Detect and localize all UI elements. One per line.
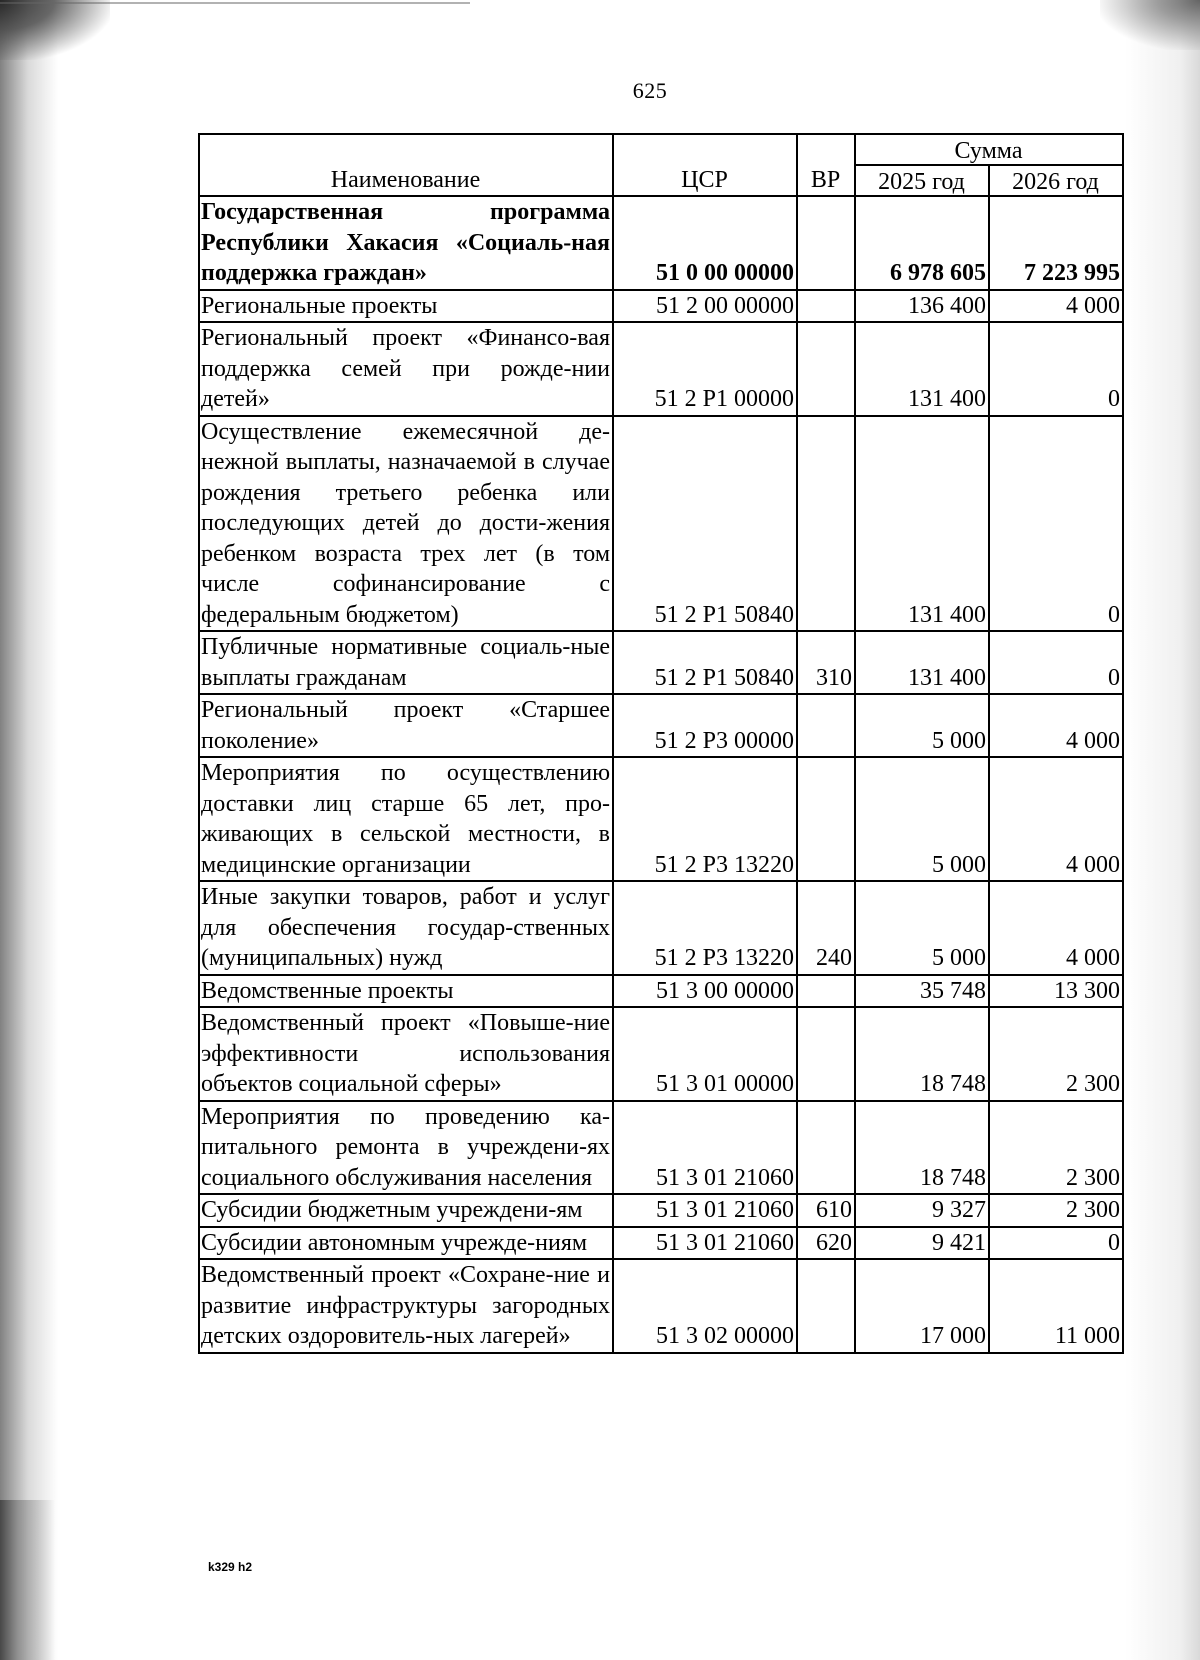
footer-code: k329 h2	[208, 1560, 253, 1574]
row-vr	[797, 416, 855, 632]
row-amount-2025: 131 400	[855, 322, 989, 416]
row-name: Региональные проекты	[199, 290, 613, 323]
row-amount-2025: 136 400	[855, 290, 989, 323]
row-vr: 240	[797, 881, 855, 975]
row-name: Ведомственный проект «Повыше-ние эффективности использования объектов социальной сферы»	[199, 1007, 613, 1101]
row-amount-2025: 18 748	[855, 1101, 989, 1195]
table-body	[199, 196, 1123, 1353]
row-amount-2026: 4 000	[989, 881, 1123, 975]
row-name: Публичные нормативные социаль-ные выплаты гражданам	[199, 631, 613, 694]
row-amount-2025: 17 000	[855, 1259, 989, 1353]
budget-table	[198, 133, 1124, 1354]
row-csr: 51 3 01 00000	[613, 1007, 797, 1101]
scan-shadow-right	[1120, 0, 1200, 1660]
row-name: Иные закупки товаров, работ и услуг для обеспечения государ-ственных (муниципальных) нужд	[199, 881, 613, 975]
row-name: Ведомственные проекты	[199, 975, 613, 1008]
row-amount-2025: 5 000	[855, 694, 989, 757]
row-name: Осуществление ежемесячной де-нежной выплаты, назначаемой в случае рождения третьего ребенка или последующих детей до дости-жения ребенком возраста трех лет (в том числе софинансирование с федеральным бюджетом)	[199, 416, 613, 632]
row-amount-2025: 131 400	[855, 416, 989, 632]
row-amount-2025: 9 327	[855, 1194, 989, 1227]
table-row	[199, 757, 1123, 881]
table-row	[199, 975, 1123, 1008]
page-number: 625	[632, 78, 668, 103]
row-vr	[797, 290, 855, 323]
table-row	[199, 290, 1123, 323]
row-amount-2026: 13 300	[989, 975, 1123, 1008]
row-amount-2026: 4 000	[989, 290, 1123, 323]
row-csr: 51 3 01 21060	[613, 1101, 797, 1195]
row-csr: 51 3 01 21060	[613, 1227, 797, 1260]
table-row	[199, 631, 1123, 694]
table-header	[199, 134, 1123, 196]
table-row	[199, 322, 1123, 416]
row-csr: 51 3 02 00000	[613, 1259, 797, 1353]
row-csr: 51 2 P1 50840	[613, 416, 797, 632]
row-amount-2026: 2 300	[989, 1194, 1123, 1227]
header-sum: Сумма	[855, 134, 1123, 165]
table-row	[199, 1227, 1123, 1260]
row-csr: 51 2 P3 13220	[613, 757, 797, 881]
header-name: Наименование	[199, 134, 613, 196]
row-amount-2025: 5 000	[855, 881, 989, 975]
row-amount-2025: 35 748	[855, 975, 989, 1008]
table-row	[199, 881, 1123, 975]
table-row	[199, 1259, 1123, 1353]
header-year-2026: 2026 год	[989, 165, 1123, 196]
table-row	[199, 1194, 1123, 1227]
table-row	[199, 1101, 1123, 1195]
row-amount-2026: 0	[989, 1227, 1123, 1260]
row-vr	[797, 1101, 855, 1195]
scan-shadow-left	[0, 0, 60, 1660]
row-amount-2025: 131 400	[855, 631, 989, 694]
row-name: Субсидии бюджетным учреждени-ям	[199, 1194, 613, 1227]
row-csr: 51 2 P3 00000	[613, 694, 797, 757]
row-vr	[797, 1259, 855, 1353]
row-name: Ведомственный проект «Сохране-ние и развитие инфраструктуры загородных детских оздоровитель-ных лагерей»	[199, 1259, 613, 1353]
table-row	[199, 196, 1123, 290]
row-amount-2026: 2 300	[989, 1101, 1123, 1195]
row-amount-2026: 0	[989, 631, 1123, 694]
row-amount-2025: 9 421	[855, 1227, 989, 1260]
scan-shadow-top-left	[0, 0, 110, 60]
row-amount-2026: 4 000	[989, 757, 1123, 881]
header-year-2025: 2025 год	[855, 165, 989, 196]
row-csr: 51 2 P1 50840	[613, 631, 797, 694]
row-name: Субсидии автономным учрежде-ниям	[199, 1227, 613, 1260]
row-csr: 51 3 00 00000	[613, 975, 797, 1008]
row-vr	[797, 694, 855, 757]
header-vr: ВР	[797, 134, 855, 196]
row-amount-2025: 18 748	[855, 1007, 989, 1101]
row-csr: 51 2 P3 13220	[613, 881, 797, 975]
scan-shadow-top-right	[1100, 0, 1200, 50]
table-row	[199, 1007, 1123, 1101]
row-csr: 51 0 00 00000	[613, 196, 797, 290]
row-name: Региональный проект «Финансо-вая поддержка семей при рожде-нии детей»	[199, 322, 613, 416]
row-csr: 51 2 00 00000	[613, 290, 797, 323]
row-amount-2026: 0	[989, 416, 1123, 632]
row-vr: 610	[797, 1194, 855, 1227]
row-vr	[797, 757, 855, 881]
table-row	[199, 416, 1123, 632]
row-vr	[797, 196, 855, 290]
row-amount-2026: 2 300	[989, 1007, 1123, 1101]
row-amount-2025: 5 000	[855, 757, 989, 881]
row-name: Региональный проект «Старшее поколение»	[199, 694, 613, 757]
row-vr: 310	[797, 631, 855, 694]
row-amount-2025: 6 978 605	[855, 196, 989, 290]
row-amount-2026: 11 000	[989, 1259, 1123, 1353]
row-vr	[797, 975, 855, 1008]
table-row	[199, 694, 1123, 757]
scan-shadow-bottom-left	[0, 1500, 60, 1660]
scan-top-rule	[0, 2, 470, 4]
row-name: Государственная программа Республики Хакасия «Социаль-ная поддержка граждан»	[199, 196, 613, 290]
header-csr: ЦСР	[613, 134, 797, 196]
row-vr	[797, 322, 855, 416]
row-vr: 620	[797, 1227, 855, 1260]
row-csr: 51 2 P1 00000	[613, 322, 797, 416]
row-amount-2026: 0	[989, 322, 1123, 416]
row-csr: 51 3 01 21060	[613, 1194, 797, 1227]
row-amount-2026: 7 223 995	[989, 196, 1123, 290]
row-name: Мероприятия по осуществлению доставки лиц старше 65 лет, про-живающих в сельской местности, в медицинские организации	[199, 757, 613, 881]
row-vr	[797, 1007, 855, 1101]
row-name: Мероприятия по проведению ка-питального ремонта в учреждени-ях социального обслуживания населения	[199, 1101, 613, 1195]
row-amount-2026: 4 000	[989, 694, 1123, 757]
